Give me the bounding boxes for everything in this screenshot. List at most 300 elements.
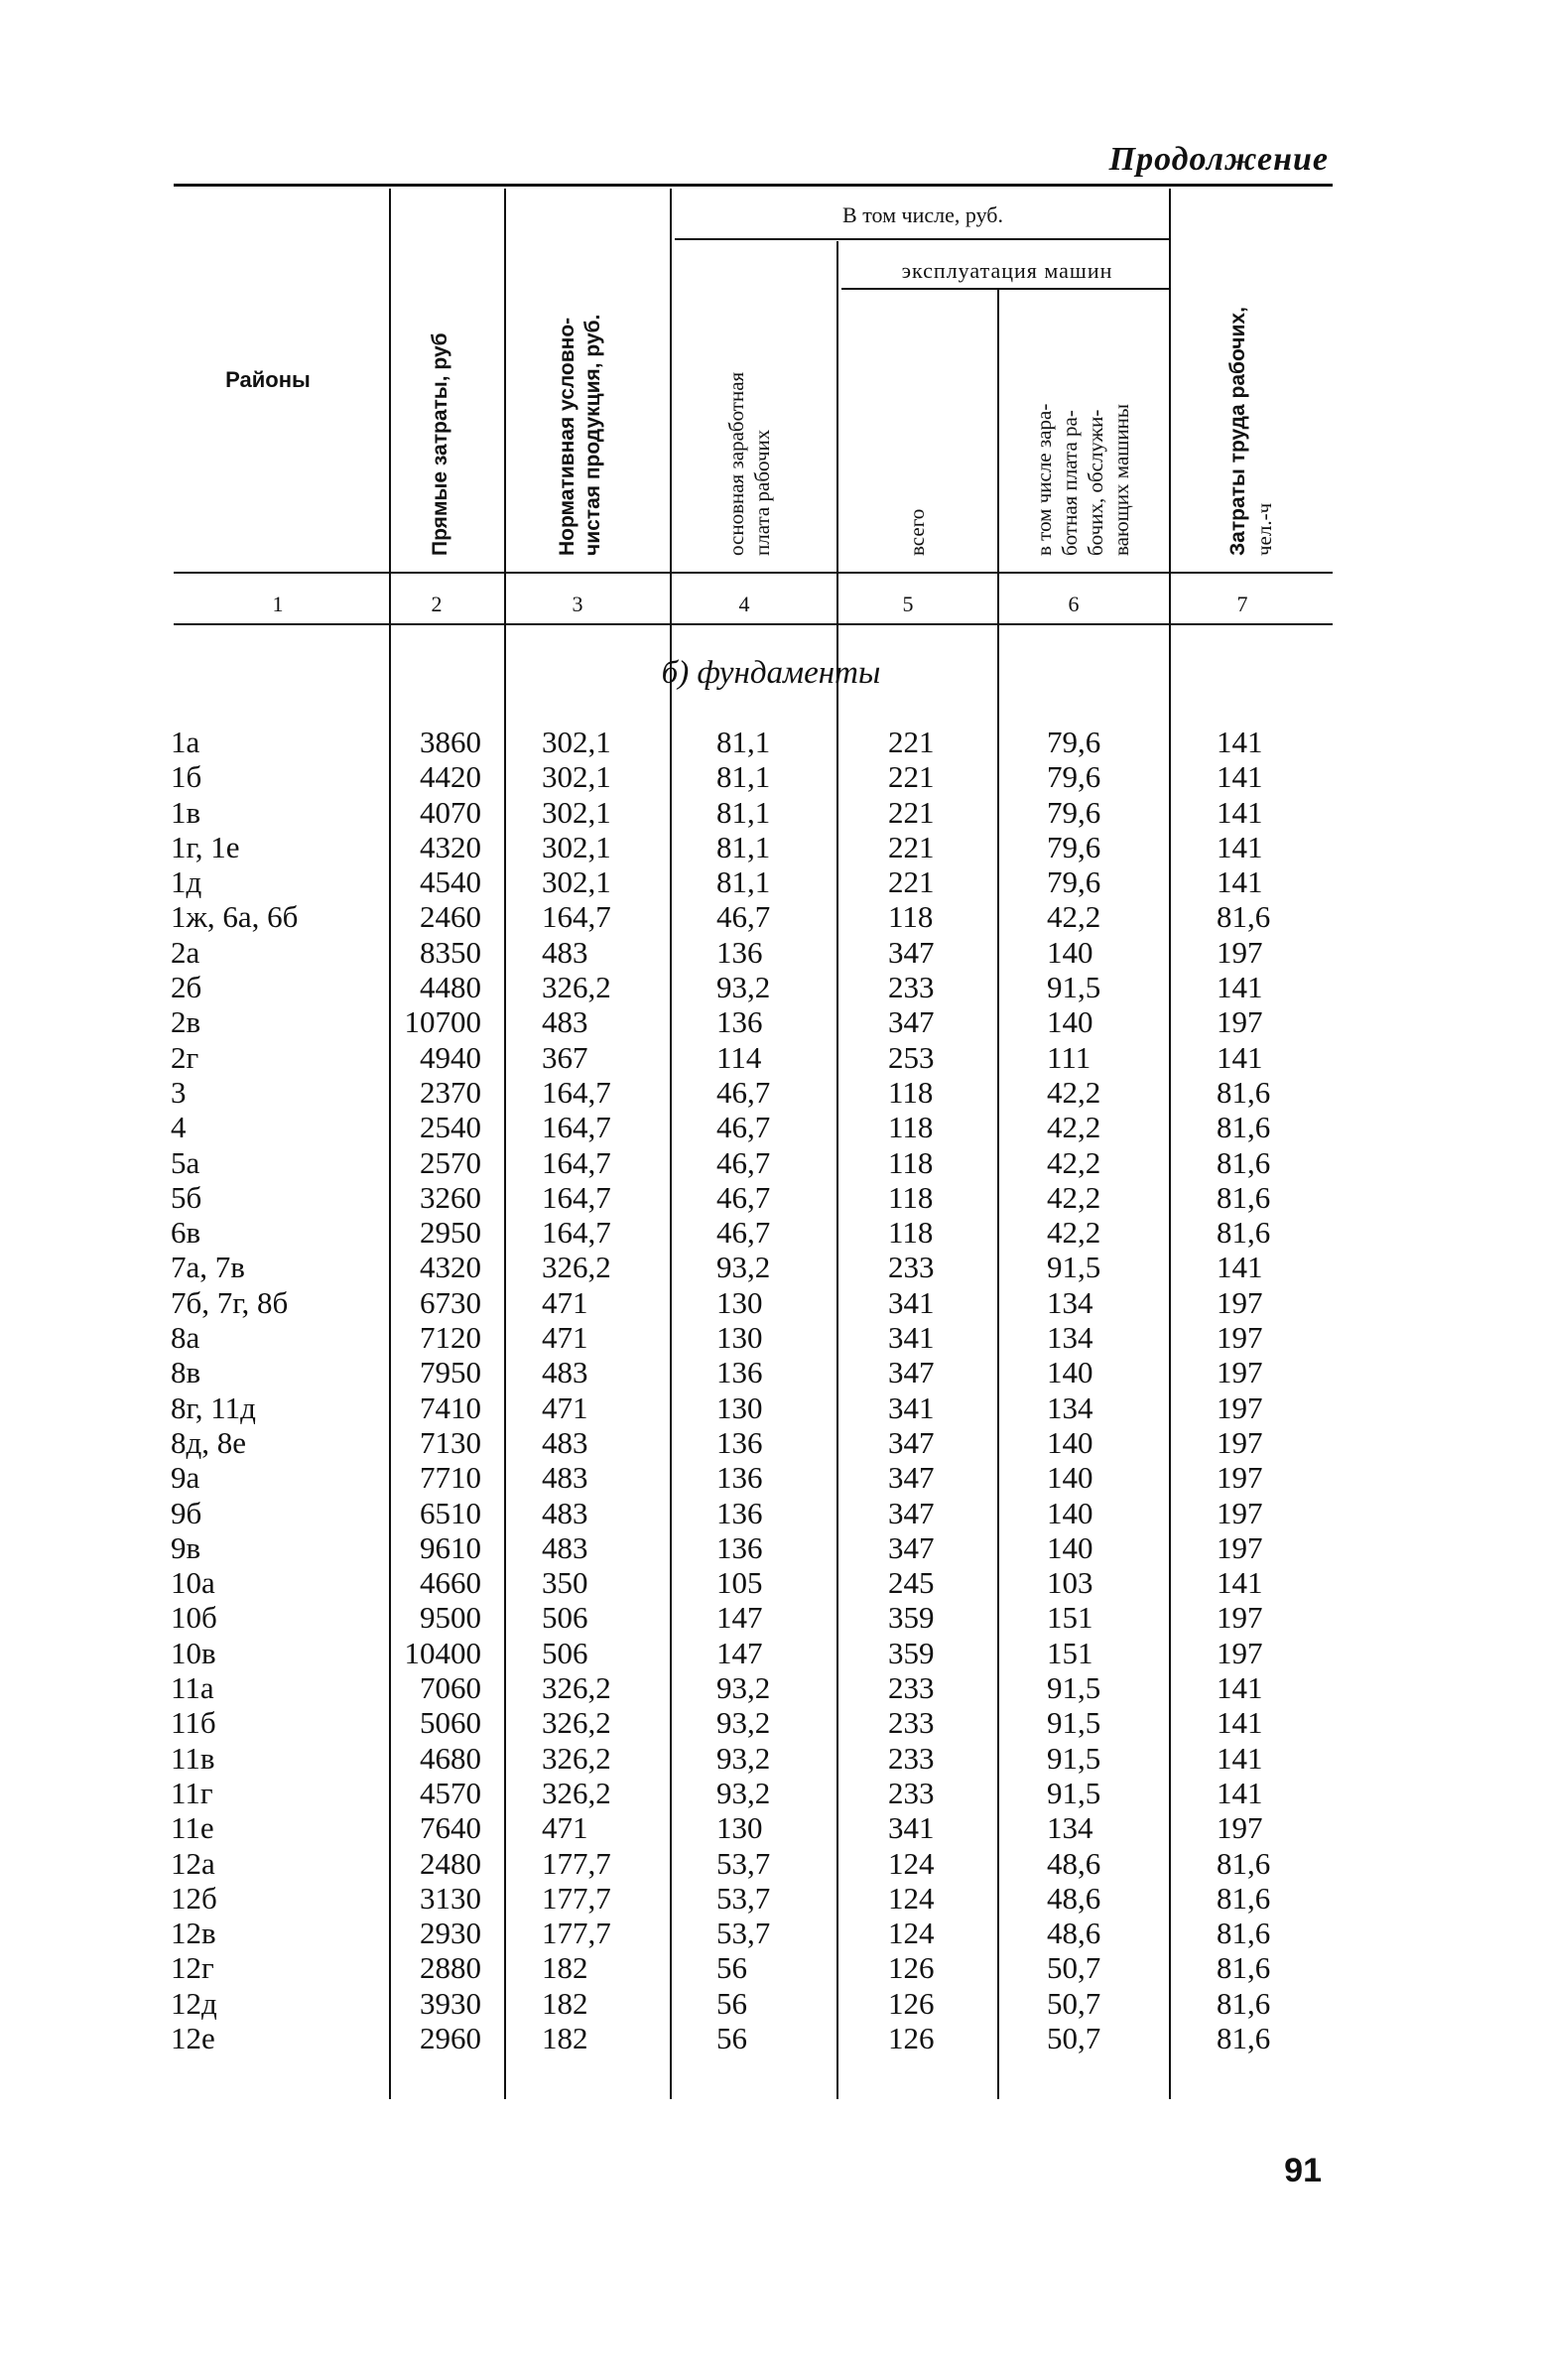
header-incl-wage-4: вающих машины [1109, 403, 1133, 556]
value-cell: 141 [1217, 1039, 1263, 1075]
value-cell: 105 [716, 1565, 763, 1601]
value-cell: 233 [888, 1740, 935, 1776]
value-cell: 347 [888, 934, 935, 970]
value-cell: 151 [1047, 1600, 1093, 1636]
header-labor-1: Затраты труда рабочих, [1226, 307, 1249, 556]
table-top-rule [174, 184, 1333, 187]
value-cell: 140 [1047, 934, 1093, 970]
value-cell: 4570 [420, 1775, 481, 1810]
value-cell: 141 [1217, 1670, 1263, 1706]
value-cell: 483 [542, 1529, 588, 1565]
value-cell: 3860 [420, 725, 481, 759]
value-cell: 164,7 [542, 1179, 611, 1215]
value-cell: 53,7 [716, 1916, 771, 1951]
value-cell: 7060 [420, 1670, 481, 1706]
value-cell: 197 [1217, 1460, 1263, 1496]
value-cell: 46,7 [716, 1215, 771, 1251]
value-cell: 111 [1047, 1039, 1092, 1075]
value-cell: 177,7 [542, 1880, 611, 1916]
table-row [0, 1110, 1542, 1144]
value-cell: 118 [888, 899, 934, 935]
value-cell: 81,1 [716, 759, 771, 795]
value-cell: 42,2 [1047, 1144, 1101, 1180]
value-cell: 4540 [420, 864, 481, 900]
value-cell: 136 [716, 1529, 763, 1565]
value-cell: 2540 [420, 1110, 481, 1145]
value-cell: 136 [716, 1355, 763, 1390]
table-row [0, 725, 1542, 759]
header-incl-wage-2: ботная плата ра- [1058, 410, 1082, 556]
page-number: 91 [1284, 2152, 1322, 2189]
region-cell: 12в [171, 1916, 216, 1951]
region-cell: 11г [171, 1775, 213, 1810]
value-cell: 233 [888, 1250, 935, 1285]
value-cell: 93,2 [716, 1250, 771, 1285]
value-cell: 341 [888, 1284, 935, 1320]
value-cell: 197 [1217, 1635, 1263, 1670]
region-cell: 12е [171, 2020, 215, 2055]
column-number: 3 [572, 592, 583, 616]
value-cell: 7410 [420, 1389, 481, 1425]
table-row [0, 1670, 1542, 1705]
value-cell: 164,7 [542, 1144, 611, 1180]
value-cell: 81,6 [1217, 1950, 1271, 1986]
value-cell: 483 [542, 1495, 588, 1530]
value-cell: 177,7 [542, 1916, 611, 1951]
value-cell: 118 [888, 1074, 934, 1110]
value-cell: 141 [1217, 1565, 1263, 1601]
value-cell: 4070 [420, 794, 481, 830]
header-incl-wage-3: бочих, обслужи- [1084, 409, 1107, 556]
value-cell: 302,1 [542, 759, 611, 795]
region-cell: 10а [171, 1565, 215, 1601]
value-cell: 81,1 [716, 794, 771, 830]
value-cell: 253 [888, 1039, 935, 1075]
value-cell: 42,2 [1047, 1179, 1101, 1215]
value-cell: 81,6 [1217, 1179, 1271, 1215]
including-rule [675, 238, 1171, 240]
value-cell: 46,7 [716, 1144, 771, 1180]
table-row [0, 1636, 1542, 1670]
value-cell: 42,2 [1047, 1074, 1101, 1110]
value-cell: 182 [542, 1985, 588, 2021]
value-cell: 103 [1047, 1565, 1093, 1601]
region-cell: 3 [171, 1074, 187, 1110]
region-cell: 2г [171, 1039, 199, 1075]
value-cell: 5060 [420, 1705, 481, 1741]
region-cell: 8а [171, 1320, 200, 1356]
table-row [0, 899, 1542, 934]
region-cell: 1б [171, 759, 202, 795]
table-row [0, 1496, 1542, 1530]
value-cell: 91,5 [1047, 1775, 1101, 1810]
value-cell: 341 [888, 1389, 935, 1425]
value-cell: 164,7 [542, 1074, 611, 1110]
value-cell: 141 [1217, 759, 1263, 795]
value-cell: 140 [1047, 1004, 1093, 1040]
region-cell: 8г, 11д [171, 1389, 256, 1425]
value-cell: 7640 [420, 1810, 481, 1846]
table-row [0, 1530, 1542, 1565]
value-cell: 302,1 [542, 794, 611, 830]
region-cell: 9в [171, 1529, 201, 1565]
column-number: 5 [902, 592, 914, 616]
value-cell: 471 [542, 1810, 588, 1846]
value-cell: 326,2 [542, 1740, 611, 1776]
table-row [0, 1425, 1542, 1460]
value-cell: 42,2 [1047, 899, 1101, 935]
value-cell: 4680 [420, 1740, 481, 1776]
value-cell: 81,6 [1217, 1074, 1271, 1110]
header-direct-costs: Прямые затраты, руб [429, 332, 451, 556]
value-cell: 46,7 [716, 1179, 771, 1215]
region-cell: 1а [171, 725, 200, 759]
value-cell: 8350 [420, 934, 481, 970]
value-cell: 79,6 [1047, 794, 1101, 830]
region-cell: 1в [171, 794, 201, 830]
value-cell: 130 [716, 1320, 763, 1356]
header-total: всего [905, 508, 929, 556]
value-cell: 93,2 [716, 1705, 771, 1741]
table-row [0, 935, 1542, 970]
value-cell: 91,5 [1047, 1250, 1101, 1285]
value-cell: 197 [1217, 1600, 1263, 1636]
value-cell: 221 [888, 759, 935, 795]
value-cell: 141 [1217, 1705, 1263, 1741]
header-normative-output-1: Нормативная условно- [556, 317, 578, 556]
value-cell: 2480 [420, 1845, 481, 1881]
value-cell: 347 [888, 1355, 935, 1390]
value-cell: 53,7 [716, 1880, 771, 1916]
table-row [0, 1390, 1542, 1425]
value-cell: 483 [542, 1460, 588, 1496]
table-row [0, 1040, 1542, 1075]
colnum-bottom-rule [174, 623, 1333, 625]
value-cell: 302,1 [542, 725, 611, 759]
value-cell: 93,2 [716, 1670, 771, 1706]
value-cell: 347 [888, 1424, 935, 1460]
column-number: 2 [431, 592, 443, 616]
table-row [0, 1810, 1542, 1845]
value-cell: 81,6 [1217, 1110, 1271, 1145]
value-cell: 141 [1217, 725, 1263, 759]
value-cell: 6510 [420, 1495, 481, 1530]
value-cell: 81,1 [716, 829, 771, 864]
value-cell: 347 [888, 1004, 935, 1040]
value-cell: 221 [888, 794, 935, 830]
value-cell: 4660 [420, 1565, 481, 1601]
value-cell: 53,7 [716, 1845, 771, 1881]
value-cell: 326,2 [542, 970, 611, 1005]
value-cell: 164,7 [542, 1215, 611, 1251]
value-cell: 483 [542, 1004, 588, 1040]
value-cell: 197 [1217, 1389, 1263, 1425]
table-row [0, 795, 1542, 830]
value-cell: 93,2 [716, 1775, 771, 1810]
value-cell: 134 [1047, 1810, 1093, 1846]
value-cell: 141 [1217, 794, 1263, 830]
value-cell: 81,6 [1217, 1215, 1271, 1251]
machine-rule [841, 288, 1169, 290]
table-row [0, 2021, 1542, 2055]
value-cell: 326,2 [542, 1670, 611, 1706]
value-cell: 326,2 [542, 1705, 611, 1741]
table-row [0, 1881, 1542, 1916]
value-cell: 221 [888, 829, 935, 864]
value-cell: 483 [542, 1355, 588, 1390]
value-cell: 233 [888, 1705, 935, 1741]
value-cell: 147 [716, 1635, 763, 1670]
value-cell: 2460 [420, 899, 481, 935]
value-cell: 10400 [404, 1635, 481, 1670]
value-cell: 126 [888, 2020, 935, 2055]
table-row [0, 1916, 1542, 1950]
value-cell: 118 [888, 1215, 934, 1251]
value-cell: 91,5 [1047, 970, 1101, 1005]
table-row [0, 1776, 1542, 1810]
value-cell: 91,5 [1047, 1705, 1101, 1741]
value-cell: 2570 [420, 1144, 481, 1180]
value-cell: 7120 [420, 1320, 481, 1356]
column-number: 7 [1236, 592, 1248, 616]
value-cell: 81,6 [1217, 1144, 1271, 1180]
region-cell: 5б [171, 1179, 202, 1215]
table-row [0, 1250, 1542, 1284]
value-cell: 134 [1047, 1389, 1093, 1425]
value-cell: 140 [1047, 1529, 1093, 1565]
region-cell: 2в [171, 1004, 201, 1040]
region-cell: 9а [171, 1460, 200, 1496]
region-cell: 10б [171, 1600, 217, 1636]
value-cell: 130 [716, 1284, 763, 1320]
region-cell: 11е [171, 1810, 214, 1846]
region-cell: 1г, 1е [171, 829, 240, 864]
column-number: 6 [1068, 592, 1080, 616]
value-cell: 471 [542, 1389, 588, 1425]
header-normative-output-2: чистая продукция, руб. [581, 314, 604, 556]
value-cell: 136 [716, 1424, 763, 1460]
value-cell: 141 [1217, 1740, 1263, 1776]
value-cell: 140 [1047, 1460, 1093, 1496]
value-cell: 7710 [420, 1460, 481, 1496]
value-cell: 2370 [420, 1074, 481, 1110]
value-cell: 197 [1217, 1320, 1263, 1356]
header-base-wage-2: плата рабочих [750, 429, 774, 556]
value-cell: 126 [888, 1950, 935, 1986]
table-row [0, 1600, 1542, 1635]
value-cell: 347 [888, 1460, 935, 1496]
value-cell: 81,6 [1217, 1985, 1271, 2021]
value-cell: 197 [1217, 1355, 1263, 1390]
value-cell: 197 [1217, 1529, 1263, 1565]
column-number: 1 [272, 592, 284, 616]
value-cell: 233 [888, 970, 935, 1005]
value-cell: 4320 [420, 829, 481, 864]
value-cell: 79,6 [1047, 829, 1101, 864]
value-cell: 134 [1047, 1284, 1093, 1320]
value-cell: 134 [1047, 1320, 1093, 1356]
value-cell: 2960 [420, 2020, 481, 2055]
table-row [0, 1320, 1542, 1355]
value-cell: 7950 [420, 1355, 481, 1390]
value-cell: 140 [1047, 1424, 1093, 1460]
value-cell: 141 [1217, 1250, 1263, 1285]
value-cell: 233 [888, 1670, 935, 1706]
region-cell: 12а [171, 1845, 215, 1881]
section-title: б) фундаменты [661, 655, 881, 691]
region-cell: 11б [171, 1705, 216, 1741]
value-cell: 221 [888, 864, 935, 900]
value-cell: 140 [1047, 1355, 1093, 1390]
table-row [0, 1565, 1542, 1600]
value-cell: 50,7 [1047, 2020, 1101, 2055]
value-cell: 3260 [420, 1179, 481, 1215]
table-row [0, 1355, 1542, 1389]
value-cell: 81,6 [1217, 1845, 1271, 1881]
table-row [0, 1285, 1542, 1320]
value-cell: 197 [1217, 934, 1263, 970]
value-cell: 118 [888, 1110, 934, 1145]
header-including: В том числе, руб. [842, 202, 1003, 227]
value-cell: 56 [716, 2020, 747, 2055]
value-cell: 197 [1217, 1495, 1263, 1530]
value-cell: 347 [888, 1529, 935, 1565]
value-cell: 136 [716, 1495, 763, 1530]
value-cell: 56 [716, 1985, 747, 2021]
value-cell: 3130 [420, 1880, 481, 1916]
value-cell: 46,7 [716, 1074, 771, 1110]
value-cell: 483 [542, 934, 588, 970]
header-machine-operation: эксплуатация машин [901, 258, 1113, 283]
value-cell: 4940 [420, 1039, 481, 1075]
value-cell: 91,5 [1047, 1670, 1101, 1706]
value-cell: 140 [1047, 1495, 1093, 1530]
region-cell: 4 [171, 1110, 187, 1145]
value-cell: 126 [888, 1985, 935, 2021]
region-cell: 8д, 8е [171, 1424, 247, 1460]
value-cell: 114 [716, 1039, 762, 1075]
table-row [0, 864, 1542, 899]
value-cell: 326,2 [542, 1775, 611, 1810]
region-cell: 11в [171, 1740, 215, 1776]
value-cell: 50,7 [1047, 1985, 1101, 2021]
value-cell: 10700 [404, 1004, 481, 1040]
value-cell: 164,7 [542, 899, 611, 935]
table-row [0, 1180, 1542, 1215]
header-base-wage-1: основная заработная [724, 371, 748, 556]
header-labor-2: чел.-ч [1252, 502, 1276, 556]
value-cell: 56 [716, 1950, 747, 1986]
value-cell: 177,7 [542, 1845, 611, 1881]
value-cell: 151 [1047, 1635, 1093, 1670]
value-cell: 42,2 [1047, 1215, 1101, 1251]
region-cell: 1д [171, 864, 202, 900]
region-cell: 11а [171, 1670, 214, 1706]
value-cell: 483 [542, 1424, 588, 1460]
header-regions: Районы [225, 367, 311, 392]
table-row [0, 1846, 1542, 1881]
value-cell: 221 [888, 725, 935, 759]
value-cell: 93,2 [716, 970, 771, 1005]
value-cell: 46,7 [716, 1110, 771, 1145]
value-cell: 81,1 [716, 725, 771, 759]
value-cell: 2930 [420, 1916, 481, 1951]
table-row [0, 759, 1542, 794]
value-cell: 50,7 [1047, 1950, 1101, 1986]
value-cell: 471 [542, 1320, 588, 1356]
region-cell: 9б [171, 1495, 202, 1530]
value-cell: 79,6 [1047, 759, 1101, 795]
table-row [0, 1215, 1542, 1250]
value-cell: 81,6 [1217, 1880, 1271, 1916]
value-cell: 48,6 [1047, 1880, 1101, 1916]
value-cell: 197 [1217, 1810, 1263, 1846]
region-cell: 2б [171, 970, 202, 1005]
value-cell: 130 [716, 1389, 763, 1425]
value-cell: 118 [888, 1144, 934, 1180]
value-cell: 9500 [420, 1600, 481, 1636]
value-cell: 130 [716, 1810, 763, 1846]
value-cell: 164,7 [542, 1110, 611, 1145]
value-cell: 46,7 [716, 899, 771, 935]
value-cell: 367 [542, 1039, 588, 1075]
value-cell: 2880 [420, 1950, 481, 1986]
region-cell: 5а [171, 1144, 200, 1180]
table-row [0, 1950, 1542, 1985]
value-cell: 4480 [420, 970, 481, 1005]
value-cell: 48,6 [1047, 1916, 1101, 1951]
value-cell: 359 [888, 1600, 935, 1636]
value-cell: 2950 [420, 1215, 481, 1251]
table-row [0, 1741, 1542, 1776]
header-incl-wage-1: в том числе зара- [1032, 403, 1056, 556]
value-cell: 141 [1217, 864, 1263, 900]
region-cell: 12г [171, 1950, 214, 1986]
value-cell: 9610 [420, 1529, 481, 1565]
table-row [0, 1986, 1542, 2021]
value-cell: 245 [888, 1565, 935, 1601]
value-cell: 7130 [420, 1424, 481, 1460]
table-row [0, 1705, 1542, 1740]
value-cell: 350 [542, 1565, 588, 1601]
region-cell: 2а [171, 934, 200, 970]
table-body [0, 725, 1542, 2055]
value-cell: 141 [1217, 970, 1263, 1005]
value-cell: 326,2 [542, 1250, 611, 1285]
value-cell: 136 [716, 934, 763, 970]
region-cell: 10в [171, 1635, 216, 1670]
region-cell: 12б [171, 1880, 217, 1916]
value-cell: 42,2 [1047, 1110, 1101, 1145]
value-cell: 4320 [420, 1250, 481, 1285]
region-cell: 7б, 7г, 8б [171, 1284, 289, 1320]
value-cell: 91,5 [1047, 1740, 1101, 1776]
value-cell: 81,6 [1217, 2020, 1271, 2055]
value-cell: 79,6 [1047, 725, 1101, 759]
region-cell: 8в [171, 1355, 201, 1390]
table-row [0, 830, 1542, 864]
region-cell: 1ж, 6а, 6б [171, 899, 299, 935]
table-row [0, 1004, 1542, 1039]
value-cell: 347 [888, 1495, 935, 1530]
region-cell: 7а, 7в [171, 1250, 245, 1285]
continuation-label: Продолжение [1108, 141, 1329, 178]
value-cell: 141 [1217, 1775, 1263, 1810]
value-cell: 302,1 [542, 864, 611, 900]
value-cell: 341 [888, 1810, 935, 1846]
value-cell: 124 [888, 1845, 935, 1881]
value-cell: 233 [888, 1775, 935, 1810]
